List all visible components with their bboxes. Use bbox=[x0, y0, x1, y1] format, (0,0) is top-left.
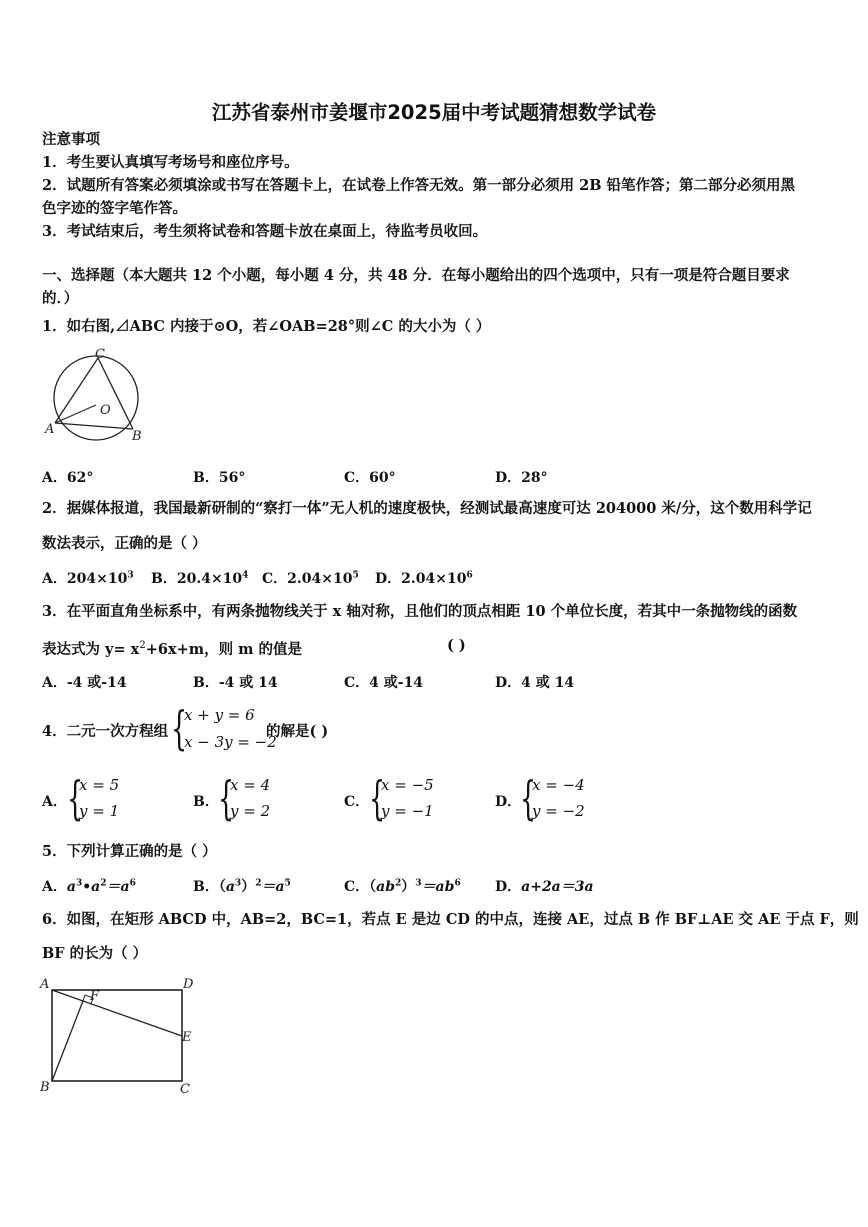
label-d: D bbox=[183, 977, 194, 992]
q4-option-a-line2: y = 1 bbox=[79, 802, 120, 820]
notes-item-2-line1: 2．试题所有答案必须填涂或书写在答题卡上，在试卷上作答无效。第一部分必须用 2B 铅笔作答；第二部分必须用黑 bbox=[42, 177, 796, 194]
page-title: 江苏省泰州市姜堰市2025届中考试题猜想数学试卷 bbox=[211, 101, 657, 124]
q2-option-c: C．$2.04\times 10^5$ bbox=[262, 570, 359, 587]
q4-option-d-line2: y = −2 bbox=[532, 802, 585, 820]
q1-stem: 1．如右图,⊿ABC 内接于⊙O，若∠OAB=28°则∠C 的大小为（ ） bbox=[42, 318, 491, 335]
q6-rectangle-figure bbox=[38, 974, 203, 1099]
q4-option-d-label: D． bbox=[495, 794, 522, 810]
label-f: F bbox=[90, 989, 100, 1004]
label-b: B bbox=[132, 429, 142, 444]
q1-option-a: A．62° bbox=[42, 470, 94, 486]
q4-option-c-label: C． bbox=[344, 794, 370, 810]
q1-circle-figure bbox=[42, 345, 152, 445]
q4-prefix: 4．二元一次方程组 bbox=[42, 723, 169, 740]
q4-option-a-brace: { bbox=[67, 771, 84, 825]
q1-option-d: D．28° bbox=[495, 470, 548, 486]
q4-option-a-line1: x = 5 bbox=[79, 776, 120, 794]
q2-option-a: A．$204\times 10^3$ bbox=[42, 570, 134, 587]
q2-line1: 2．据媒体报道，我国最新研制的“察打一体”无人机的速度极快，经测试最高速度可达 204000 米/分，这个数用科学记 bbox=[42, 500, 812, 517]
q4-option-d-brace: { bbox=[520, 771, 537, 825]
segment-bf bbox=[52, 1001, 83, 1081]
q1-option-c: C．60° bbox=[344, 470, 396, 486]
label-a: A bbox=[40, 977, 50, 992]
q5-option-b: B．$(a^3)^2=a^5$ bbox=[193, 878, 291, 895]
q4-equation-2: x − 3y = −2 bbox=[184, 733, 277, 751]
q3-option-b: B．-4 或 14 bbox=[193, 675, 278, 691]
q4-option-b-line2: y = 2 bbox=[230, 802, 271, 820]
q3-line2: 表达式为 $y= x^2+6x+m$，则 m 的值是 bbox=[42, 640, 303, 658]
q2-line2: 数法表示，正确的是（ ） bbox=[42, 535, 207, 552]
rectangle-abcd bbox=[52, 990, 182, 1081]
q3-answer-paren: ( ) bbox=[447, 637, 466, 654]
q3-line1: 3．在平面直角坐标系中，有两条抛物线关于 x 轴对称，且他们的顶点相距 10 个单位长度，若其中一条抛物线的函数 bbox=[42, 603, 798, 620]
notes-heading: 注意事项 bbox=[42, 131, 100, 148]
label-a: A bbox=[45, 422, 55, 437]
q5-option-d: D．a+2a＝3a bbox=[495, 879, 594, 895]
q6-line2: BF 的长为（ ） bbox=[42, 945, 148, 962]
q1-option-b: B．56° bbox=[193, 470, 246, 486]
q4-system-brace: { bbox=[171, 701, 188, 755]
q3-option-d: D．4 或 14 bbox=[495, 675, 575, 691]
q5-option-a: A．$a^3•a^2=a^6$ bbox=[42, 878, 136, 895]
q5-stem: 5．下列计算正确的是（ ） bbox=[42, 843, 217, 860]
q3-option-a: A．-4 或-14 bbox=[42, 675, 127, 691]
notes-item-2-line2: 色字迹的签字笔作答。 bbox=[42, 200, 187, 217]
section-heading-line1: 一、选择题（本大题共 12 个小题，每小题 4 分，共 48 分．在每小题给出的四个选项中，只有一项是符合题目要求 bbox=[42, 267, 790, 284]
q4-option-b-label: B． bbox=[193, 794, 219, 810]
q2-option-b: B．$20.4\times 10^4$ bbox=[151, 570, 249, 587]
q2-option-d: D．$2.04\times 10^6$ bbox=[375, 570, 473, 587]
label-o: O bbox=[100, 403, 111, 418]
label-c: C bbox=[95, 347, 105, 362]
label-e: E bbox=[182, 1030, 192, 1045]
label-c: C bbox=[180, 1082, 190, 1097]
section-heading-line2: 的．） bbox=[42, 290, 79, 307]
q4-equation-1: x + y = 6 bbox=[184, 706, 255, 724]
q4-option-c-line2: y = −1 bbox=[381, 802, 434, 820]
q4-option-c-brace: { bbox=[369, 771, 386, 825]
q5-option-c: C．$(ab^2)^3=ab^6$ bbox=[344, 878, 461, 895]
segment-cb bbox=[98, 358, 133, 429]
q4-option-d-line1: x = −4 bbox=[532, 776, 585, 794]
q4-option-a-label: A． bbox=[42, 794, 67, 810]
label-b: B bbox=[40, 1080, 50, 1095]
notes-item-3: 3．考试结束后，考生须将试卷和答题卡放在桌面上，待监考员收回。 bbox=[42, 223, 488, 240]
q4-option-c-line1: x = −5 bbox=[381, 776, 434, 794]
q4-option-b-line1: x = 4 bbox=[230, 776, 271, 794]
q6-line1: 6．如图，在矩形 ABCD 中，AB=2，BC=1，若点 E 是边 CD 的中点，连接 AE，过点 B 作 BF⊥AE 交 AE 于点 F，则 bbox=[42, 911, 859, 928]
notes-item-1: 1．考生要认真填写考场号和座位序号。 bbox=[42, 154, 299, 171]
q4-suffix: 的解是( ) bbox=[266, 723, 329, 740]
circle-o bbox=[54, 356, 138, 440]
q3-option-c: C．4 或-14 bbox=[344, 675, 424, 691]
q4-option-b-brace: { bbox=[218, 771, 235, 825]
